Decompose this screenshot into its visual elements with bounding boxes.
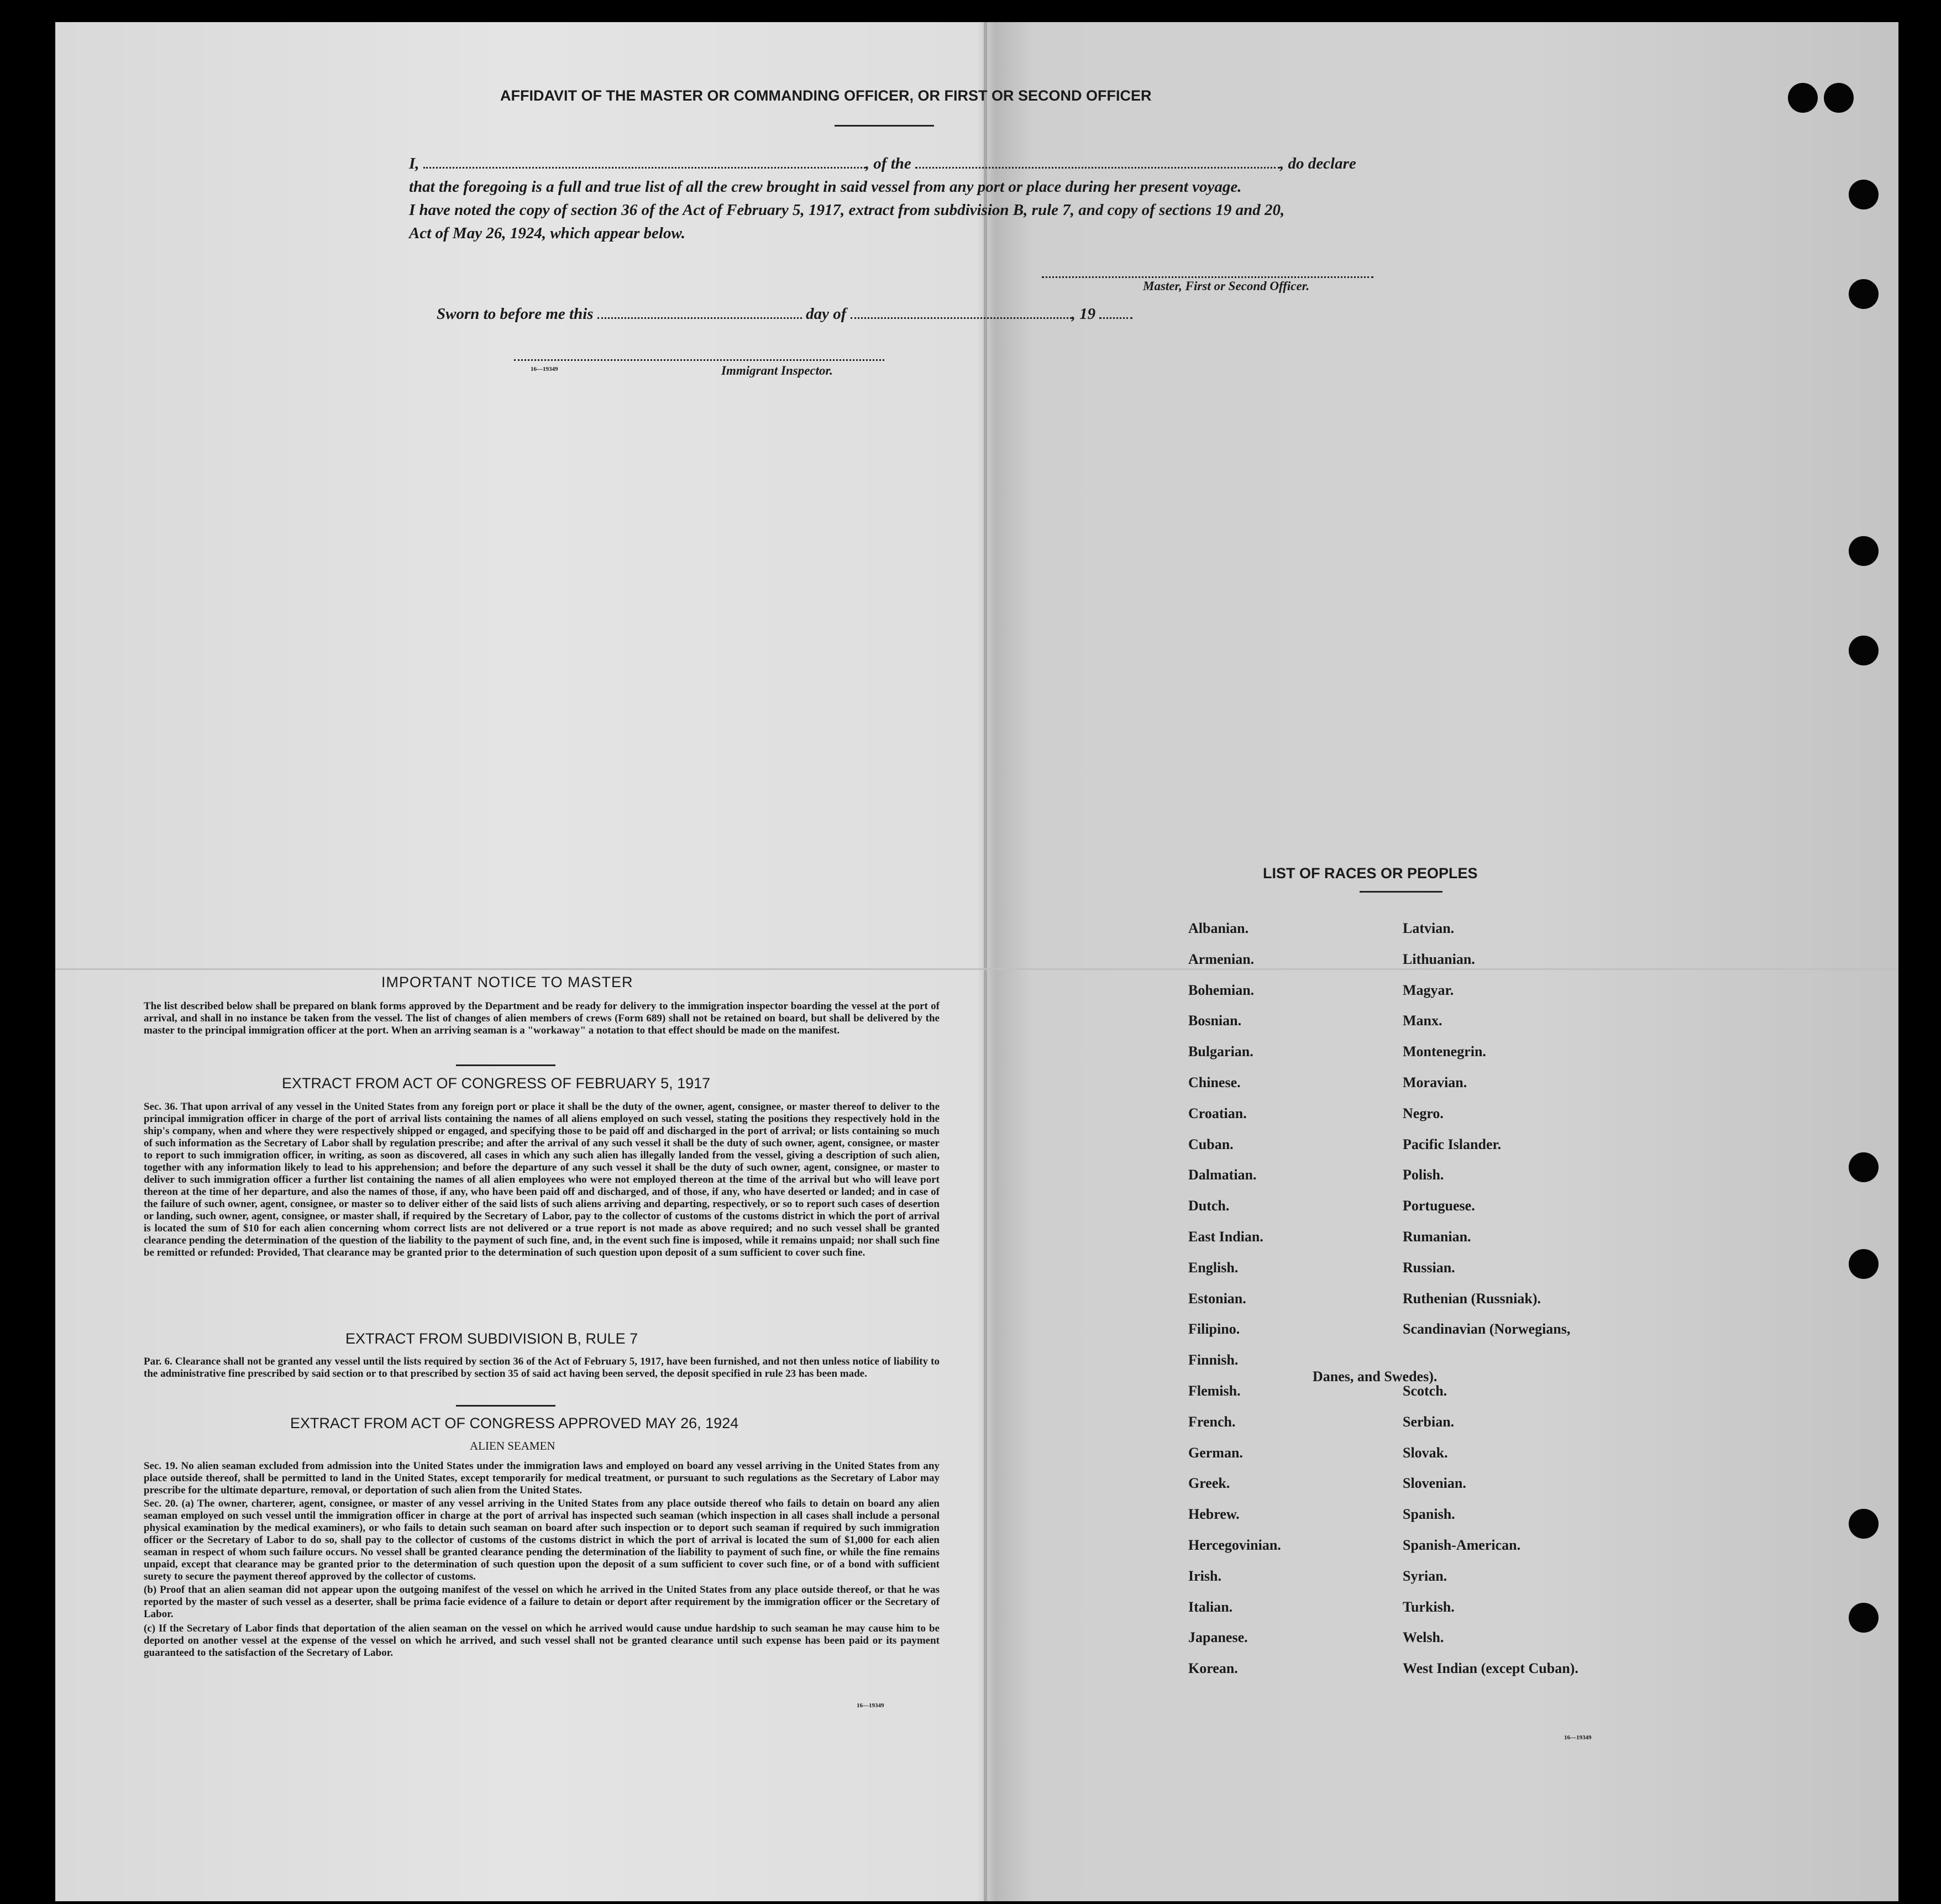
race-item: Dutch. — [1188, 1198, 1230, 1214]
notice-text: The list described below shall be prepared on blank forms approved by the Department and be ready for delivery to the immigration inspector boarding the vessel at the port of arrival, and shall in no instance be taken from the vessel. The list of changes of alien members of crews (Form 689) shall not be retained on board, but shall be delivered by the master to the principal immigration officer at the port. When an arriving seaman is a "workaway" a notation to that effect should be made on the manifest. — [144, 1000, 940, 1036]
punch-hole-icon — [1788, 83, 1818, 113]
rule7-rule — [456, 1405, 555, 1407]
sworn-year-blank — [1099, 317, 1132, 319]
sec20a-text: Sec. 20. (a) The owner, charterer, agent, consignee, or master of any vessel arriving in the United States from any place outside thereof who fails to detain on board any alien seaman employed on such vessel until the immigration officer in charge at the port of arrival has inspected such seaman (which inspection in all cases shall include a personal physical examination by the medical examiners), or who fails to detain such seaman on board after such inspection or to deport such seaman if required by such immigration officer or the Secretary of Labor to do so, shall pay to the collector of customs of the customs district in which the port of arrival is located the sum of $1,000 for each alien seaman in respect of whom such failure occurs. No vessel shall be granted clearance pending the determination of the liability to payment of such fine, or while the fine remains unpaid, except that clearance may be granted prior to the determination of such question upon the deposit of a sum sufficient to cover such fine, or of a bond with sufficient surety to secure the payment thereof approved by the collector of customs. — [144, 1498, 940, 1582]
race-item: Bosnian. — [1188, 1013, 1242, 1029]
extract-1917-text: Sec. 36. That upon arrival of any vessel in the United States from any foreign port or place it shall be the duty of the owner, agent, consignee, or master thereof to deliver to the principal immigration officer in charge of the port of arrival lists containing the names of all aliens employed on such vessel, stating the positions they respectively hold in the ship's company, when and where they were respectively shipped or engaged, and specifying those to be paid off and discharged in the port of arrival; or lists containing so much of such information as the Secretary of Labor shall by regulation prescribe; and after the arrival of any such vessel it shall be the duty of such owner, agent, consignee, or master to report to such immigration officer, in writing, as soon as discovered, all cases in which any such alien has illegally landed from the vessel, giving a description of such alien, together with any information likely to lead to his apprehension; and before the departure of any such vessel it shall be the duty of such owner, agent, consignee, or master to deliver to such immigration officer a further list containing the names of all alien employees who were not employed thereon at the time of the arrival but who will leave port thereon at the time of her departure, and also the names of those, if any, who have been paid off and discharged, and of those, if any, who have deserted or landed; and in case of the failure of such owner, agent, consignee, or master so to deliver either of the said lists of such aliens arriving and departing, respectively, or so to report such cases of desertion or landing, such owner, agent, consignee, or master shall, if required by the Secretary of Labor, pay to the collector of customs of the customs district in which the port of arrival is located the sum of $10 for each alien concerning whom correct lists are not delivered or a true report is not made as above required; and no such vessel shall be granted clearance pending the determination of the question of the liability to the payment of such fine, and, in the event such fine is imposed, while it remains unpaid; nor shall such fine be remitted or refunded: Provided, That clearance may be granted prior to the determination of such question upon deposit of a sum sufficient to cover such fine. — [144, 1101, 940, 1258]
notice-title: IMPORTANT NOTICE TO MASTER — [381, 974, 633, 990]
name-blank — [423, 167, 865, 169]
race-item: Syrian. — [1403, 1567, 1447, 1584]
race-item: Ruthenian (Russniak). — [1403, 1290, 1541, 1307]
affidavit-line3: I have noted the copy of section 36 of the Act of February 5, 1917, extract from subdivision B, rule 7, and copy of sections 19 and 20, — [409, 201, 1285, 219]
race-item: Russian. — [1403, 1259, 1455, 1276]
race-item: Croatian. — [1188, 1105, 1247, 1121]
center-fold — [984, 22, 987, 1901]
master-signature-label: Master, First or Second Officer. — [1143, 279, 1310, 293]
race-item: Negro. — [1403, 1105, 1444, 1121]
race-item: Dalmatian. — [1188, 1167, 1257, 1183]
race-item: Welsh. — [1403, 1629, 1444, 1646]
sworn-year: , 19 — [1071, 305, 1096, 323]
race-item: West Indian (except Cuban). — [1403, 1660, 1578, 1677]
extract-rule7-text: Par. 6. Clearance shall not be granted any vessel until the lists required by section 36 of the Act of February 5, 1917, have been furnished, and not then unless notice of liability to the administrative fine prescribed by said section or to that prescribed by section 35 of said act having been served, the deposit specified in rule 23 has been made. — [144, 1356, 940, 1380]
extract-1917-title: EXTRACT FROM ACT OF CONGRESS OF FEBRUARY 5, 1917 — [282, 1075, 711, 1092]
sworn-prefix: Sworn to before me this — [437, 305, 594, 323]
race-item: Pacific Islander. — [1403, 1136, 1502, 1152]
form-number-bottom-left: 16—19349 — [857, 1702, 884, 1709]
document-sheet — [55, 22, 1898, 1901]
race-item: Armenian. — [1188, 951, 1255, 967]
race-item: Scotch. — [1403, 1383, 1447, 1399]
race-item: Manx. — [1403, 1013, 1442, 1029]
race-item: Moravian. — [1403, 1074, 1467, 1090]
sec19-text: Sec. 19. No alien seaman excluded from admission into the United States under the immigration laws and employed on board any vessel arriving in the United States from any place outside thereof, shall be permitted to land in the United States, except temporarily for medical treatment, or pursuant to such regulations as the Secretary of Labor may prescribe for the ultimate departure, removal, or deportation of such alien from the United States. — [144, 1460, 940, 1496]
affidavit-of-the: , of the — [865, 155, 911, 172]
inspector-signature-line — [514, 359, 884, 361]
race-item: Hebrew. — [1188, 1506, 1240, 1523]
race-item: Albanian. — [1188, 920, 1249, 936]
races-rule — [1360, 891, 1442, 893]
race-item: German. — [1188, 1444, 1243, 1461]
race-item: Danes, and Swedes). — [1313, 1368, 1438, 1385]
punch-hole-icon — [1849, 536, 1879, 566]
title-rule — [835, 125, 934, 127]
race-item: Serbian. — [1403, 1413, 1455, 1430]
race-item: Greek. — [1188, 1475, 1230, 1492]
race-item: Bulgarian. — [1188, 1043, 1253, 1060]
extract-rule7-title: EXTRACT FROM SUBDIVISION B, RULE 7 — [345, 1330, 638, 1347]
race-item: Scandinavian (Norwegians, — [1403, 1321, 1571, 1337]
sec20b-text: (b) Proof that an alien seaman did not appear upon the outgoing manifest of the vessel on which he arrived in the United States from any place outside thereof, or that he was reported by the master of such vessel as a deserter, shall be prima facie evidence of a failure to detain or deport after requirement by the immigration officer or the Secretary of Labor. — [144, 1584, 940, 1620]
race-item: Italian. — [1188, 1598, 1233, 1615]
vessel-blank — [915, 167, 1280, 169]
race-item: Hercegovinian. — [1188, 1537, 1281, 1553]
race-item: Korean. — [1188, 1660, 1238, 1677]
extract-1924-subtitle: ALIEN SEAMEN — [470, 1439, 555, 1452]
sworn-day-blank — [597, 317, 802, 319]
race-item: Irish. — [1188, 1567, 1221, 1584]
race-item: Lithuanian. — [1403, 951, 1475, 967]
horizontal-fold — [55, 968, 1898, 970]
races-title: LIST OF RACES OR PEOPLES — [1263, 865, 1478, 882]
race-item: Turkish. — [1403, 1598, 1455, 1615]
affidavit-line4: Act of May 26, 1924, which appear below. — [409, 224, 685, 242]
punch-hole-icon — [1849, 1509, 1879, 1539]
extract-1924-title: EXTRACT FROM ACT OF CONGRESS APPROVED MAY 26, 1924 — [290, 1415, 739, 1431]
sworn-day-of: day of — [806, 305, 847, 323]
race-item: Spanish-American. — [1403, 1537, 1521, 1553]
race-item: Japanese. — [1188, 1629, 1248, 1646]
master-signature-line — [1042, 276, 1373, 278]
notice-rule — [456, 1064, 555, 1066]
affidavit-title: AFFIDAVIT OF THE MASTER OR COMMANDING OFFICER, OR FIRST OR SECOND OFFICER — [500, 87, 1152, 104]
sworn-month-blank — [851, 317, 1072, 319]
punch-hole-icon — [1849, 1603, 1879, 1633]
affidavit-line1 — [409, 155, 1356, 173]
form-number-top: 16—19349 — [531, 366, 558, 373]
race-item: Montenegrin. — [1403, 1043, 1486, 1060]
punch-hole-icon — [1849, 279, 1879, 309]
race-item: Flemish. — [1188, 1383, 1241, 1399]
race-item: Rumanian. — [1403, 1229, 1471, 1245]
race-item: Finnish. — [1188, 1352, 1239, 1368]
race-item: Cuban. — [1188, 1136, 1234, 1152]
race-item: Bohemian. — [1188, 982, 1255, 998]
race-item: French. — [1188, 1413, 1236, 1430]
race-item: Estonian. — [1188, 1290, 1246, 1307]
race-item: Chinese. — [1188, 1074, 1241, 1090]
race-item: Polish. — [1403, 1167, 1444, 1183]
form-number-bottom-right: 16—19349 — [1564, 1734, 1592, 1741]
race-item: Slovenian. — [1403, 1475, 1466, 1492]
race-item: Latvian. — [1403, 920, 1455, 936]
punch-hole-icon — [1849, 180, 1879, 209]
race-item: East Indian. — [1188, 1229, 1263, 1245]
punch-hole-icon — [1849, 636, 1879, 665]
punch-hole-icon — [1849, 1152, 1879, 1182]
inspector-label: Immigrant Inspector. — [721, 364, 833, 377]
sec20c-text: (c) If the Secretary of Labor finds that deportation of the alien seaman on the vessel on which he arrived would cause undue hardship to such seaman he may cause him to be deported on another vessel at the expense of the vessel on which he arrived, and such vessel shall not be granted clearance until such expense has been paid or its payment guaranteed to the satisfaction of the Secretary of Labor. — [144, 1623, 940, 1659]
race-item: Spanish. — [1403, 1506, 1455, 1523]
race-item: English. — [1188, 1259, 1239, 1276]
punch-hole-icon — [1849, 1249, 1879, 1279]
race-item: Filipino. — [1188, 1321, 1240, 1337]
punch-hole-icon — [1824, 83, 1854, 113]
affidavit-declare: , do declare — [1280, 155, 1356, 172]
race-item: Portuguese. — [1403, 1198, 1475, 1214]
race-item: Slovak. — [1403, 1444, 1448, 1461]
sworn-line — [437, 305, 1132, 323]
race-item: Magyar. — [1403, 982, 1454, 998]
affidavit-line2: that the foregoing is a full and true list of all the crew brought in said vessel from any port or place during her present voyage. — [409, 178, 1242, 196]
affidavit-i: I, — [409, 155, 419, 172]
